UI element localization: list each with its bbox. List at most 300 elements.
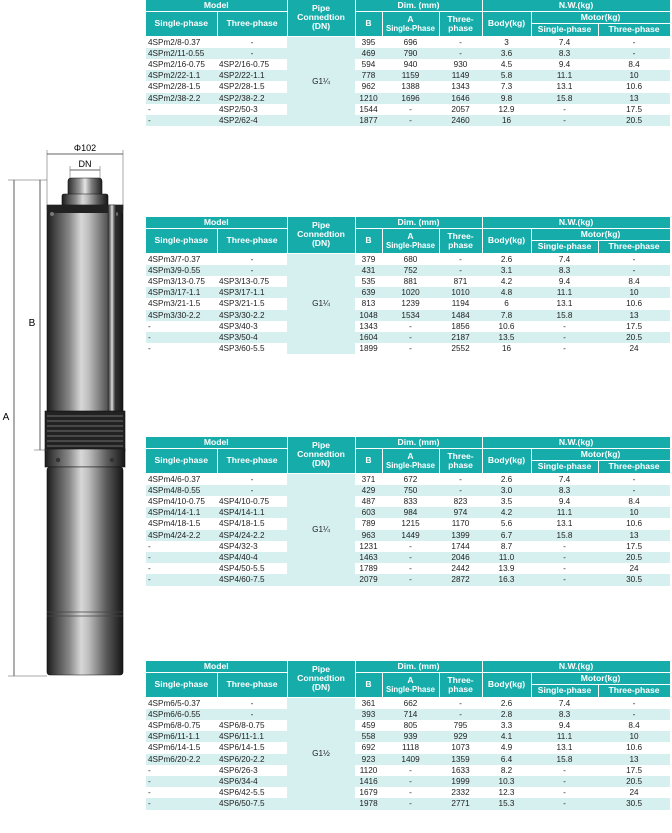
table-row xyxy=(146,298,670,309)
table-cell: 4SPm2/22-1.1 xyxy=(146,70,217,81)
table-row xyxy=(146,48,670,59)
table-cell: 1696 xyxy=(382,93,439,104)
table-cell: 535 xyxy=(355,276,382,287)
table-cell: 4SPm2/38-2.2 xyxy=(146,93,217,104)
table-cell: - xyxy=(146,343,217,354)
table-cell: 8.4 xyxy=(598,276,670,287)
table-cell: - xyxy=(146,332,217,343)
table-cell: 4SP3/60-5.5 xyxy=(217,343,287,354)
table-cell: 11.1 xyxy=(531,70,598,81)
table-cell: 8.4 xyxy=(598,496,670,507)
table-row xyxy=(146,276,670,287)
table-cell: 17.5 xyxy=(598,765,670,776)
table-cell: 24 xyxy=(598,787,670,798)
table-cell: 20.5 xyxy=(598,776,670,787)
table-row xyxy=(146,115,670,126)
table-cell: 4SP4/18-1.5 xyxy=(217,518,287,529)
table-cell: - xyxy=(531,552,598,563)
table-cell: 10 xyxy=(598,70,670,81)
table-cell: 4SPm2/16-0.75 xyxy=(146,59,217,70)
table-cell: 1210 xyxy=(355,93,382,104)
table-cell: 15.8 xyxy=(531,310,598,321)
table-cell: - xyxy=(146,787,217,798)
table-cell: 1159 xyxy=(382,70,439,81)
dn-label: DN xyxy=(78,159,92,169)
table-cell: - xyxy=(531,541,598,552)
table-row xyxy=(146,485,670,496)
table-cell: 4SP4/50-5.5 xyxy=(217,563,287,574)
a-header: A Single-Phase xyxy=(382,449,439,473)
table-cell: 13 xyxy=(598,530,670,541)
table-row xyxy=(146,310,670,321)
table-cell: 603 xyxy=(355,507,382,518)
table-cell: 4SP3/21-1.5 xyxy=(217,298,287,309)
table-cell: 9.8 xyxy=(482,93,531,104)
table-cell: 13.1 xyxy=(531,518,598,529)
motor-single-header: Single-phase xyxy=(531,24,598,36)
motor-single-header: Single-phase xyxy=(531,685,598,697)
table-cell: - xyxy=(146,552,217,563)
table-cell: - xyxy=(382,332,439,343)
table-cell: 1679 xyxy=(355,787,382,798)
table-cell: - xyxy=(382,552,439,563)
table-cell: - xyxy=(146,115,217,126)
table-row xyxy=(146,81,670,92)
table-cell: 17.5 xyxy=(598,321,670,332)
table-cell: 871 xyxy=(439,276,482,287)
table-cell: - xyxy=(217,48,287,59)
table-cell: 939 xyxy=(382,731,439,742)
table-cell: - xyxy=(382,765,439,776)
table-cell: 4.8 xyxy=(482,287,531,298)
table-cell: - xyxy=(531,115,598,126)
table-cell: 7.8 xyxy=(482,310,531,321)
table-cell: - xyxy=(531,563,598,574)
table-cell: 963 xyxy=(355,530,382,541)
dim-header: Dim. (mm) xyxy=(355,661,482,673)
spec-table-4 xyxy=(146,661,671,810)
table-row xyxy=(146,563,670,574)
table-cell: 11.1 xyxy=(531,287,598,298)
motor-header: Motor(kg) xyxy=(531,12,670,24)
table-cell: 4SPm4/18-1.5 xyxy=(146,518,217,529)
table-row xyxy=(146,754,670,765)
table-cell: 30.5 xyxy=(598,574,670,585)
motor-header: Motor(kg) xyxy=(531,673,670,685)
table-cell: 4SP4/32-3 xyxy=(217,541,287,552)
table-cell: 4.1 xyxy=(482,731,531,742)
table-cell: 10.6 xyxy=(598,742,670,753)
table-cell: 4SPm3/9-0.55 xyxy=(146,265,217,276)
table-cell: - xyxy=(146,541,217,552)
table-cell: 4SP2/38-2.2 xyxy=(217,93,287,104)
table-cell: 16.3 xyxy=(482,574,531,585)
table-cell: 8.7 xyxy=(482,541,531,552)
table-cell: 672 xyxy=(382,473,439,485)
table-cell: 20.5 xyxy=(598,115,670,126)
table-row xyxy=(146,287,670,298)
table-row xyxy=(146,697,670,709)
table-cell: 16 xyxy=(482,343,531,354)
table-cell: 4SPm6/8-0.75 xyxy=(146,720,217,731)
table-cell: 2.6 xyxy=(482,473,531,485)
table-cell: 4SPm4/24-2.2 xyxy=(146,530,217,541)
table-cell: 4SPm4/10-0.75 xyxy=(146,496,217,507)
table-cell: 4SPm3/21-1.5 xyxy=(146,298,217,309)
single-phase-header: Single-phase xyxy=(146,12,217,36)
table-cell: 4SP4/40-4 xyxy=(217,552,287,563)
table-cell: - xyxy=(217,697,287,709)
table-cell: 15.8 xyxy=(531,93,598,104)
table-cell: 1409 xyxy=(382,754,439,765)
table-cell: - xyxy=(439,697,482,709)
table-cell: 929 xyxy=(439,731,482,742)
table-cell: 639 xyxy=(355,287,382,298)
table-cell: 1978 xyxy=(355,798,382,809)
table-cell: 692 xyxy=(355,742,382,753)
table-cell: 940 xyxy=(382,59,439,70)
table-cell: 795 xyxy=(439,720,482,731)
table-cell: 1010 xyxy=(439,287,482,298)
table-row xyxy=(146,343,670,354)
table-cell: 1646 xyxy=(439,93,482,104)
table-cell: 469 xyxy=(355,48,382,59)
table-cell: 680 xyxy=(382,253,439,265)
table-row xyxy=(146,798,670,809)
table-cell: - xyxy=(531,343,598,354)
table-cell: 4SPm4/8-0.55 xyxy=(146,485,217,496)
table-cell: - xyxy=(439,485,482,496)
table-cell: 2187 xyxy=(439,332,482,343)
table-cell: 984 xyxy=(382,507,439,518)
table-cell: - xyxy=(382,343,439,354)
three-phase-header: Three-phase xyxy=(217,229,287,253)
table-cell: 4SPm2/11-0.55 xyxy=(146,48,217,59)
table-cell: 10.3 xyxy=(482,776,531,787)
table-cell: 930 xyxy=(439,59,482,70)
table-cell: 8.2 xyxy=(482,765,531,776)
table-cell: 1170 xyxy=(439,518,482,529)
table-cell: 2872 xyxy=(439,574,482,585)
table-cell: 1343 xyxy=(439,81,482,92)
three-phase-dim-header: Three- phase xyxy=(439,673,482,697)
table-cell: 11.1 xyxy=(531,731,598,742)
table-cell: 8.3 xyxy=(531,265,598,276)
three-phase-dim-header: Three- phase xyxy=(439,12,482,36)
table-cell: 2.8 xyxy=(482,709,531,720)
pipe-connection-cell: G1½ xyxy=(287,697,355,810)
table-cell: 1239 xyxy=(382,298,439,309)
b-header: B xyxy=(355,449,382,473)
table-cell: 8.4 xyxy=(598,59,670,70)
table-cell: 1899 xyxy=(355,343,382,354)
table-cell: 1388 xyxy=(382,81,439,92)
table-cell: - xyxy=(382,321,439,332)
table-cell: - xyxy=(531,765,598,776)
body-header: Body(kg) xyxy=(482,673,531,697)
table-cell: 7.4 xyxy=(531,697,598,709)
table-cell: 13.1 xyxy=(531,81,598,92)
spec-table-2 xyxy=(146,217,671,354)
table-cell: 13.9 xyxy=(482,563,531,574)
b-header: B xyxy=(355,673,382,697)
table-cell: - xyxy=(382,787,439,798)
motor-three-header: Three-phase xyxy=(598,685,670,697)
table-cell: - xyxy=(439,265,482,276)
table-cell: 4SPm4/14-1.1 xyxy=(146,507,217,518)
table-cell: 1149 xyxy=(439,70,482,81)
body-header: Body(kg) xyxy=(482,12,531,36)
table-cell: - xyxy=(531,104,598,115)
table-cell: 7.4 xyxy=(531,36,598,48)
table-row xyxy=(146,321,670,332)
table-cell: 487 xyxy=(355,496,382,507)
table-row xyxy=(146,776,670,787)
table-cell: 4SPm6/6-0.55 xyxy=(146,709,217,720)
table-cell: 1463 xyxy=(355,552,382,563)
table-cell: - xyxy=(382,574,439,585)
three-phase-header: Three-phase xyxy=(217,673,287,697)
table-cell: 4SPm3/30-2.2 xyxy=(146,310,217,321)
table-cell: 558 xyxy=(355,731,382,742)
table-row xyxy=(146,253,670,265)
motor-three-header: Three-phase xyxy=(598,241,670,253)
table-row xyxy=(146,104,670,115)
table-cell: - xyxy=(146,574,217,585)
table-cell: 833 xyxy=(382,496,439,507)
table-cell: - xyxy=(146,321,217,332)
table-cell: 20.5 xyxy=(598,552,670,563)
table-cell: 6.4 xyxy=(482,754,531,765)
table-cell: - xyxy=(439,48,482,59)
table-cell: 6.7 xyxy=(482,530,531,541)
table-cell: 4SP2/62-4 xyxy=(217,115,287,126)
table-cell: 4SP3/50-4 xyxy=(217,332,287,343)
table-cell: - xyxy=(217,265,287,276)
table-cell: 2442 xyxy=(439,563,482,574)
table-cell: 750 xyxy=(382,485,439,496)
table-cell: 13 xyxy=(598,93,670,104)
table-cell: 6 xyxy=(482,298,531,309)
table-cell: 1120 xyxy=(355,765,382,776)
table-cell: - xyxy=(146,798,217,809)
table-row xyxy=(146,765,670,776)
table-cell: - xyxy=(439,36,482,48)
table-row xyxy=(146,265,670,276)
table-cell: 9.4 xyxy=(531,276,598,287)
table-cell: 4SP6/11-1.1 xyxy=(217,731,287,742)
b-header: B xyxy=(355,229,382,253)
table-cell: 1604 xyxy=(355,332,382,343)
table-cell: 696 xyxy=(382,36,439,48)
table-cell: 1231 xyxy=(355,541,382,552)
table-cell: 4SP6/50-7.5 xyxy=(217,798,287,809)
table-cell: 13 xyxy=(598,754,670,765)
diameter-label: Φ102 xyxy=(73,143,97,153)
motor-three-header: Three-phase xyxy=(598,461,670,473)
table-cell: 4SPm3/7-0.37 xyxy=(146,253,217,265)
table-cell: - xyxy=(217,485,287,496)
table-cell: 10.6 xyxy=(598,81,670,92)
table-cell: 4SPm6/20-2.2 xyxy=(146,754,217,765)
table-cell: 4SPm2/28-1.5 xyxy=(146,81,217,92)
dim-header: Dim. (mm) xyxy=(355,0,482,12)
table-cell: 5.6 xyxy=(482,518,531,529)
table-cell: 9.4 xyxy=(531,59,598,70)
table-cell: 3.3 xyxy=(482,720,531,731)
table-cell: - xyxy=(598,709,670,720)
model-header: Model xyxy=(146,661,287,673)
table-cell: 4SP2/16-0.75 xyxy=(217,59,287,70)
motor-header: Motor(kg) xyxy=(531,449,670,461)
table-cell: 10.6 xyxy=(598,298,670,309)
table-row xyxy=(146,36,670,48)
table-cell: 789 xyxy=(355,518,382,529)
table-cell: 17.5 xyxy=(598,541,670,552)
table-cell: - xyxy=(598,473,670,485)
table-cell: 13.5 xyxy=(482,332,531,343)
table-cell: 13 xyxy=(598,310,670,321)
table-cell: 9.4 xyxy=(531,720,598,731)
table-cell: 1534 xyxy=(382,310,439,321)
table-cell: 1449 xyxy=(382,530,439,541)
table-cell: 974 xyxy=(439,507,482,518)
table-cell: - xyxy=(531,776,598,787)
table-cell: 752 xyxy=(382,265,439,276)
table-row xyxy=(146,70,670,81)
table-cell: 4.9 xyxy=(482,742,531,753)
table-cell: 13.1 xyxy=(531,298,598,309)
table-cell: 3.6 xyxy=(482,48,531,59)
a-label: A xyxy=(2,412,10,423)
pipe-header: Pipe Connedtion (DN) xyxy=(287,0,355,36)
b-label: B xyxy=(28,318,36,329)
table-cell: - xyxy=(382,541,439,552)
table-cell: 2046 xyxy=(439,552,482,563)
table-cell: 9.4 xyxy=(531,496,598,507)
table-cell: 778 xyxy=(355,70,382,81)
table-row xyxy=(146,787,670,798)
table-row xyxy=(146,709,670,720)
table-cell: 8.3 xyxy=(531,48,598,59)
table-cell: 4SP4/60-7.5 xyxy=(217,574,287,585)
table-cell: 4SP6/26-3 xyxy=(217,765,287,776)
three-phase-header: Three-phase xyxy=(217,12,287,36)
table-cell: 1194 xyxy=(439,298,482,309)
dim-header: Dim. (mm) xyxy=(355,217,482,229)
table-cell: 20.5 xyxy=(598,332,670,343)
table-cell: 1416 xyxy=(355,776,382,787)
motor-single-header: Single-phase xyxy=(531,241,598,253)
nw-header: N.W.(kg) xyxy=(482,217,670,229)
table-cell: - xyxy=(598,253,670,265)
table-cell: - xyxy=(598,485,670,496)
table-cell: 395 xyxy=(355,36,382,48)
table-cell: 1544 xyxy=(355,104,382,115)
table-cell: 2.6 xyxy=(482,697,531,709)
table-cell: 1999 xyxy=(439,776,482,787)
table-cell: 962 xyxy=(355,81,382,92)
table-cell: 7.4 xyxy=(531,253,598,265)
table-cell: 11.1 xyxy=(531,507,598,518)
table-cell: 1020 xyxy=(382,287,439,298)
table-cell: 594 xyxy=(355,59,382,70)
table-cell: 1399 xyxy=(439,530,482,541)
table-cell: 10 xyxy=(598,507,670,518)
pipe-connection-cell: G1¼ xyxy=(287,36,355,126)
table-cell: 2332 xyxy=(439,787,482,798)
spec-table-1 xyxy=(146,0,671,126)
table-cell: - xyxy=(217,36,287,48)
table-cell: 4SPm3/13-0.75 xyxy=(146,276,217,287)
table-cell: 3.1 xyxy=(482,265,531,276)
table-cell: 2079 xyxy=(355,574,382,585)
pipe-connection-cell: G1¼ xyxy=(287,253,355,354)
body-header: Body(kg) xyxy=(482,229,531,253)
table-cell: - xyxy=(217,709,287,720)
table-cell: - xyxy=(146,765,217,776)
motor-three-header: Three-phase xyxy=(598,24,670,36)
table-cell: 11.0 xyxy=(482,552,531,563)
table-row xyxy=(146,59,670,70)
table-cell: 15.3 xyxy=(482,798,531,809)
table-cell: 805 xyxy=(382,720,439,731)
table-cell: 13.1 xyxy=(531,742,598,753)
table-cell: 4SPm6/14-1.5 xyxy=(146,742,217,753)
table-row xyxy=(146,518,670,529)
table-cell: 4SP6/42-5.5 xyxy=(217,787,287,798)
table-cell: 3 xyxy=(482,36,531,48)
table-cell: 12.9 xyxy=(482,104,531,115)
table-cell: - xyxy=(598,36,670,48)
table-cell: 1215 xyxy=(382,518,439,529)
table-cell: - xyxy=(531,332,598,343)
table-cell: 714 xyxy=(382,709,439,720)
table-cell: 923 xyxy=(355,754,382,765)
table-cell: - xyxy=(598,697,670,709)
table-cell: - xyxy=(531,787,598,798)
table-cell: 1856 xyxy=(439,321,482,332)
table-row xyxy=(146,731,670,742)
table-cell: 1073 xyxy=(439,742,482,753)
table-cell: - xyxy=(146,104,217,115)
table-cell: 1118 xyxy=(382,742,439,753)
table-row xyxy=(146,720,670,731)
table-cell: - xyxy=(382,798,439,809)
table-cell: - xyxy=(531,798,598,809)
table-row xyxy=(146,473,670,485)
table-cell: 4SPm6/5-0.37 xyxy=(146,697,217,709)
a-header: A Single-Phase xyxy=(382,12,439,36)
table-cell: 379 xyxy=(355,253,382,265)
nw-header: N.W.(kg) xyxy=(482,0,670,12)
table-cell: - xyxy=(382,563,439,574)
pipe-header: Pipe Connedtion (DN) xyxy=(287,437,355,473)
table-cell: 30.5 xyxy=(598,798,670,809)
motor-single-header: Single-phase xyxy=(531,461,598,473)
a-header: A Single-Phase xyxy=(382,229,439,253)
table-cell: 8.3 xyxy=(531,485,598,496)
table-cell: - xyxy=(439,253,482,265)
nw-header: N.W.(kg) xyxy=(482,661,670,673)
table-cell: 2771 xyxy=(439,798,482,809)
table-row xyxy=(146,574,670,585)
table-cell: 431 xyxy=(355,265,382,276)
table-cell: - xyxy=(382,776,439,787)
table-cell: 1343 xyxy=(355,321,382,332)
table-cell: - xyxy=(146,563,217,574)
table-cell: 4SP2/28-1.5 xyxy=(217,81,287,92)
